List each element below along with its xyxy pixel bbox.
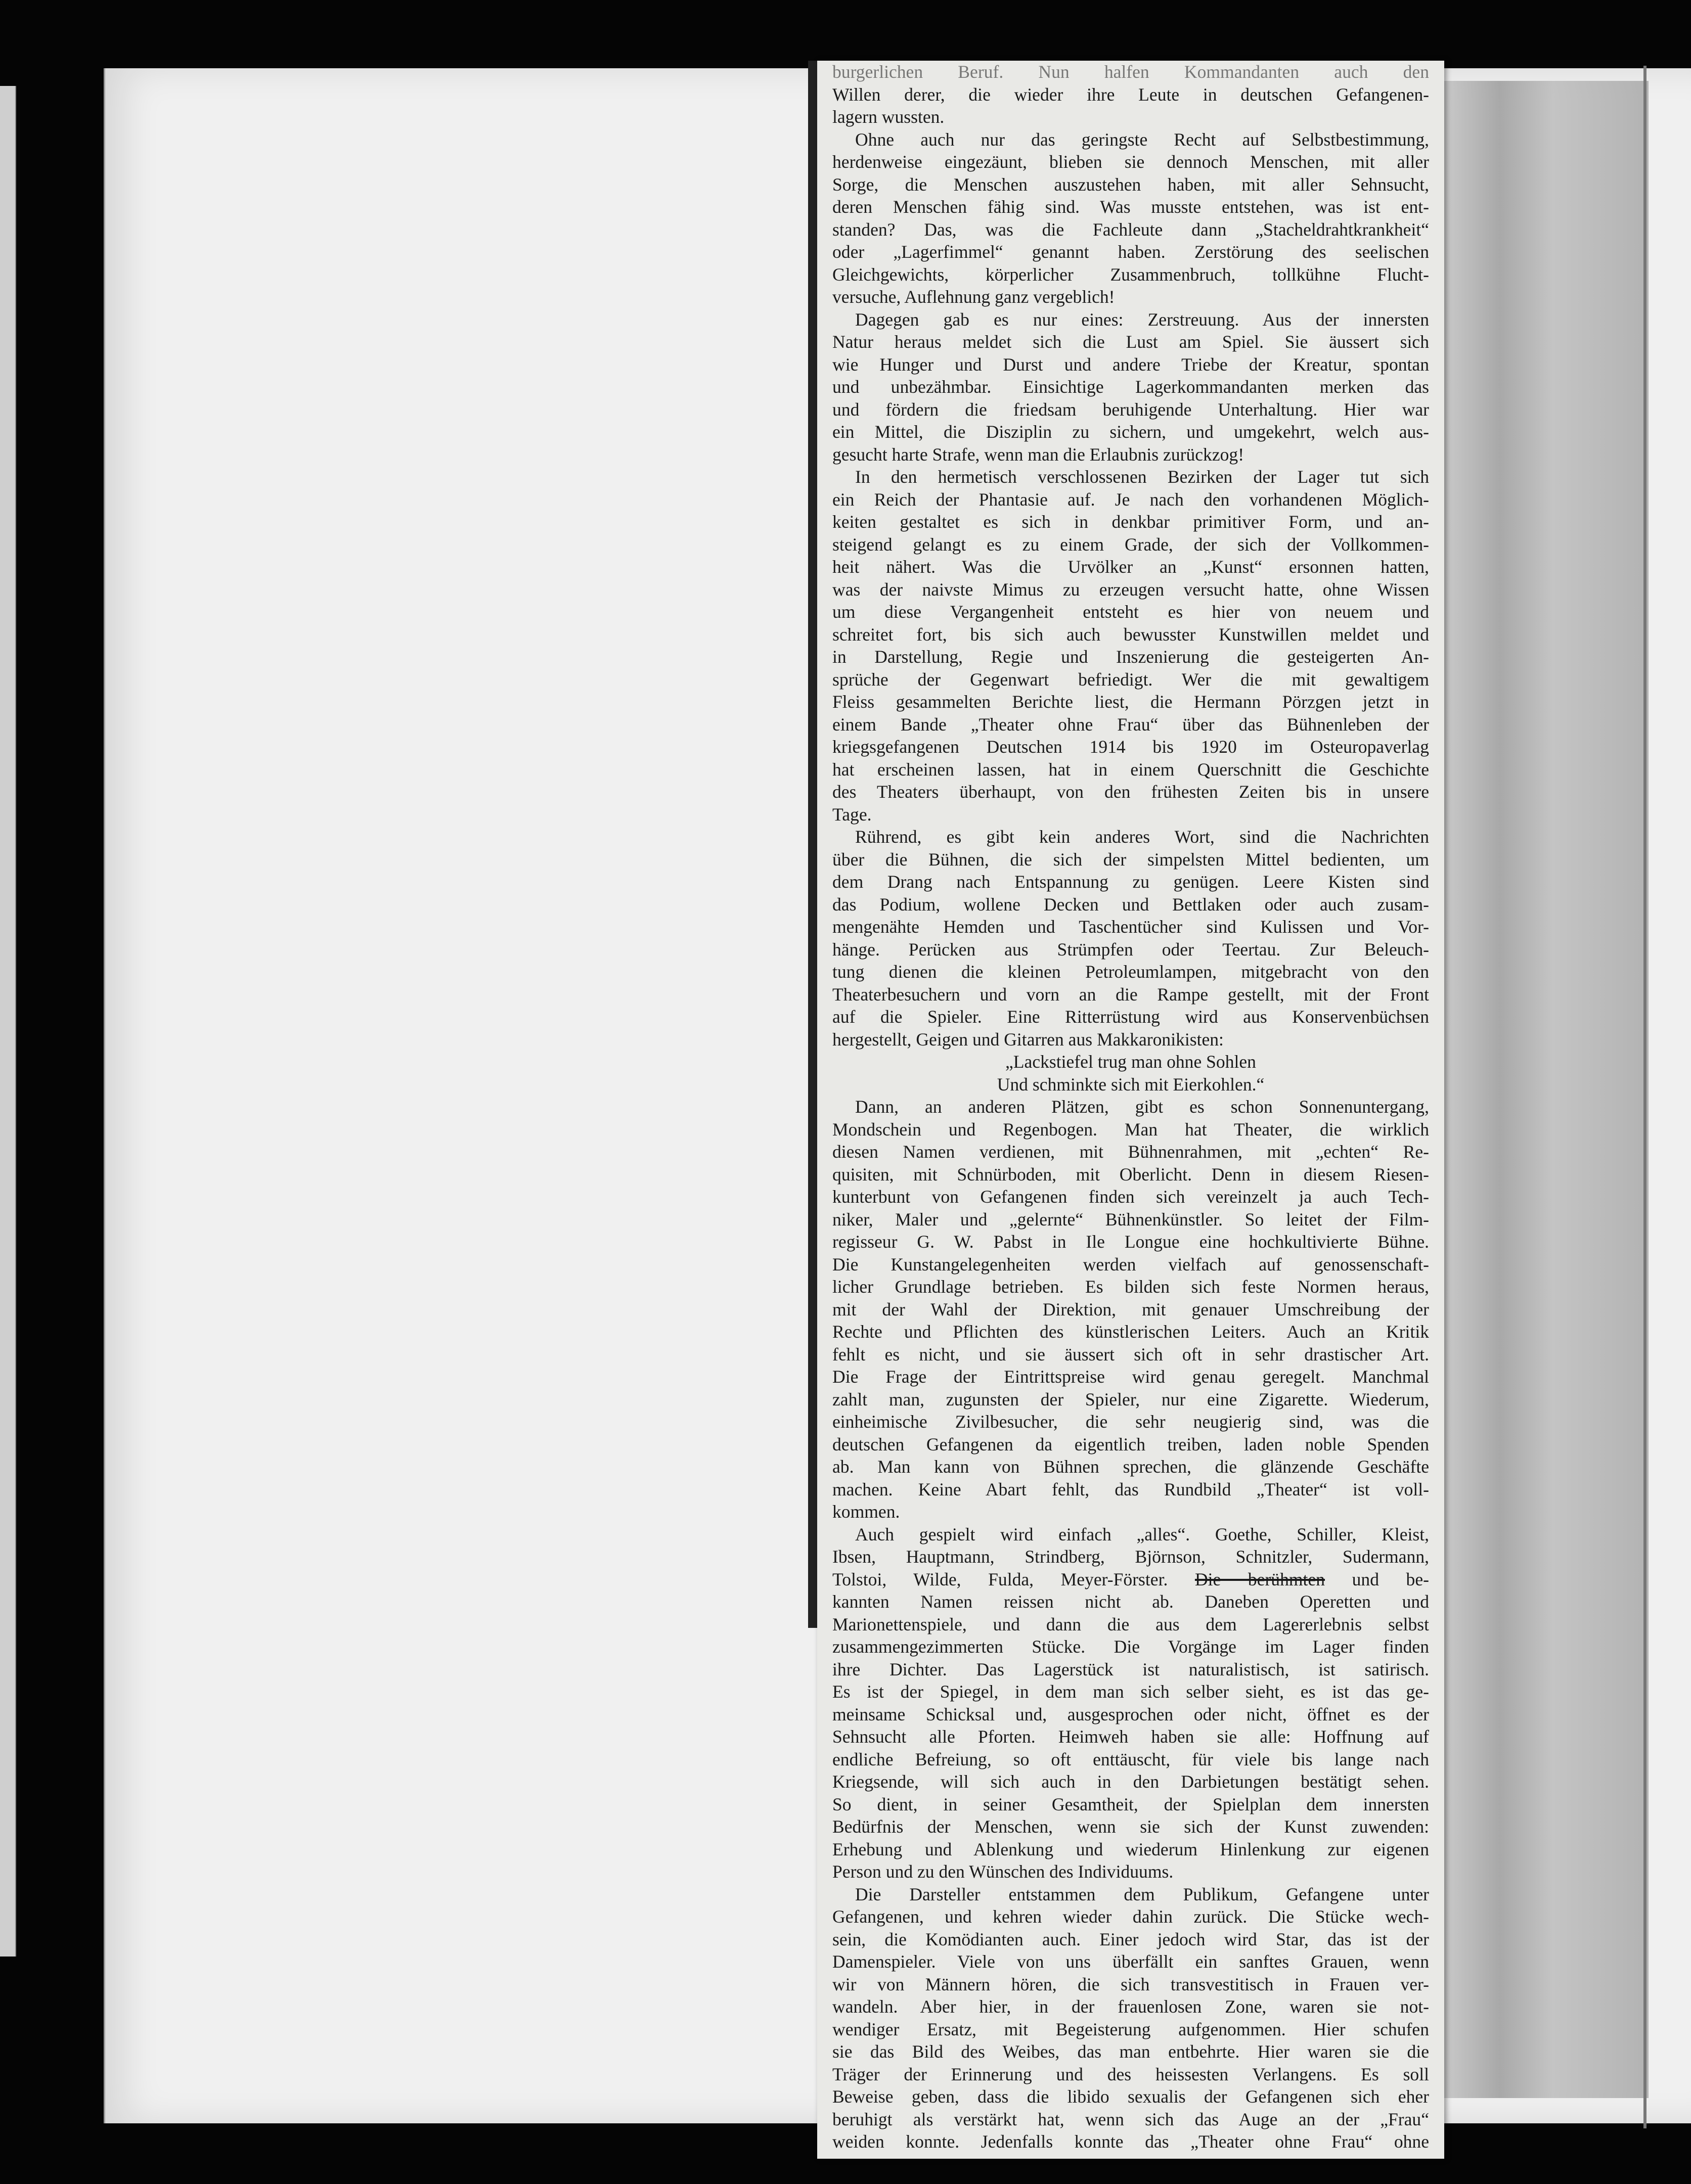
article-line: Fleiss gesammelten Berichte liest, die Hermann Pörzgen jetzt in [832,692,1429,712]
article-line: Ohne auch nur das geringste Recht auf Selbstbestimmung, [855,129,1429,150]
article-line: Theaterbesuchern und vorn an die Rampe gestellt, mit der Front [832,984,1429,1005]
clipping-shadow [808,61,817,1628]
article-line: des Theaters überhaupt, von den frühesten Zeiten bis in unsere [832,782,1429,802]
article-line: kommen. [832,1502,900,1522]
article-line: Person und zu den Wünschen des Individuums. [832,1861,1174,1882]
article-line: Die Kunstangelegenheiten werden vielfach auf genossenschaft- [832,1254,1429,1275]
article-line: ab. Man kann von Bühnen sprechen, die glänzende Geschäfte [832,1457,1429,1477]
article-line: deutschen Gefangenen da eigentlich treiben, laden noble Spenden [832,1434,1429,1454]
article-line: zahlt man, zugunsten der Spieler, nur eine Zigarette. Wiederum, [832,1389,1429,1409]
article-line: wendiger Ersatz, mit Begeisterung aufgenommen. Hier schufen [832,2019,1429,2039]
article-line: ihre Dichter. Das Lagerstück ist naturalistisch, ist satirisch. [832,1659,1429,1679]
article-line: Kriegsende, will sich auch in den Darbietungen bestätigt sehen. [832,1771,1429,1792]
article-line: wir von Männern hören, die sich transvestitisch in Frauen ver- [832,1974,1429,1994]
article-line: regisseur G. W. Pabst in Ile Longue eine hochkultivierte Bühne. [832,1232,1429,1252]
article-line: oder „Lagerfimmel“ genannt haben. Zerstörung des seelischen [832,242,1429,262]
article-line: wandeln. Aber hier, in der frauenlosen Zone, waren sie not- [832,1996,1429,2017]
article-line: sie das Bild des Weibes, das man entbehrte. Hier waren sie die [832,2041,1429,2062]
article-line: zusammengezimmerten Stücke. Die Vorgänge im Lager finden [832,1636,1429,1657]
struck-text: Die berühmten [1194,1569,1325,1589]
article-line: In den hermetisch verschlossenen Bezirken der Lager tut sich [855,467,1429,487]
article-line: herdenweise eingezäunt, blieben sie dennoch Menschen, mit aller [832,152,1429,172]
article-line: ein Mittel, die Disziplin zu sichern, und umgekehrt, welch aus- [832,422,1429,442]
article-line: keiten gestaltet es sich in denkbar primitiver Form, und an- [832,512,1429,532]
article-line: tung dienen die kleinen Petroleumlampen, mitgebracht von den [832,962,1429,982]
article-line: was der naivste Mimus zu erzeugen versucht hatte, ohne Wissen [832,579,1429,600]
article-line: einem Bande „Theater ohne Frau“ über das Bühnenleben der [832,714,1429,735]
article-line: meinsame Schicksal und, ausgesprochen oder nicht, öffnet es der [832,1704,1429,1724]
article-line: deren Menschen fähig sind. Was musste entstehen, was ist ent- [832,197,1429,217]
article-line: fehlt es nicht, und sie äussert sich oft in sehr drastischer Art. [832,1344,1429,1364]
article-line: hergestellt, Geigen und Gitarren aus Makkaronikisten: [832,1029,1224,1050]
article-line [832,1568,1429,1591]
article-line: niker, Maler und „gelernte“ Bühnenkünstler. So leitet der Film- [832,1209,1429,1230]
article-line: über die Bühnen, die sich der simpelsten Mittel bedienten, um [832,849,1429,870]
article-line: Es ist der Spiegel, in dem man sich selber sieht, es ist das ge- [832,1681,1429,1702]
adjacent-page-edge [0,86,16,1956]
article-line: Die Frage der Eintrittspreise wird genau geregelt. Manchmal [832,1367,1429,1387]
article-line: beruhigt als verstärkt hat, wenn sich das Auge an der „Frau“ [832,2109,1429,2129]
article-line: Willen derer, die wieder ihre Leute in deutschen Gefangenen- [832,84,1429,105]
article-line: standen? Das, was die Fachleute dann „Stacheldrahtkrankheit“ [832,219,1429,240]
article-line: Die Darsteller entstammen dem Publikum, Gefangene unter [855,1884,1429,1904]
article-line: weiden konnte. Jedenfalls konnte das „Theater ohne Frau“ ohne [832,2131,1429,2152]
article-line: hat erscheinen lassen, hat in einem Querschnitt die Geschichte [832,759,1429,780]
article-line: Bedürfnis der Menschen, wenn sie sich der Kunst zuwenden: [832,1816,1429,1837]
article-line: Natur heraus meldet sich die Lust am Spiel. Sie äussert sich [832,332,1429,352]
article-line: um diese Vergangenheit entsteht es hier von neuem und [832,602,1429,622]
article-line: Gleichgewichts, körperlicher Zusammenbruch, tollkühne Flucht- [832,264,1429,285]
article-line: diesen Namen verdienen, mit Bühnenrahmen, mit „echten“ Re- [832,1142,1429,1162]
article-line: heit nähert. Was die Urvölker an „Kunst“ ersonnen hatten, [832,557,1429,577]
article-line: Tage. [832,804,872,825]
article-line: das Podium, wollene Decken und Bettlaken oder auch zusam- [832,894,1429,915]
article-line: Träger der Erinnerung und des heissesten Verlangens. Es soll [832,2064,1429,2084]
article-line: kriegsgefangenen Deutschen 1914 bis 1920 im Osteuropaverlag [832,737,1429,757]
article-line: licher Grundlage betrieben. Es bilden sich feste Normen heraus, [832,1277,1429,1297]
article-line: mengenähte Hemden und Taschentücher sind Kulissen und Vor- [832,917,1429,937]
article-line-part: und be- [1352,1569,1429,1589]
article-line: gesucht harte Strafe, wenn man die Erlaubnis zurückzog! [832,444,1244,465]
verse-line: Und schminkte sich mit Eierkohlen.“ [997,1074,1265,1095]
article-line: auf die Spieler. Eine Ritterrüstung wird aus Konservenbüchsen [832,1007,1429,1027]
article-line: versuche, Auflehnung ganz vergeblich! [832,287,1115,307]
article-line: endliche Befreiung, so oft enttäuscht, für viele bis lange nach [832,1749,1429,1769]
article-line: Marionettenspiele, und dann die aus dem Lagererlebnis selbst [832,1614,1429,1634]
article-line: steigend gelangt es zu einem Grade, der sich der Vollkommen- [832,534,1429,555]
article-line: kunterbunt von Gefangenen finden sich vereinzelt ja auch Tech- [832,1187,1429,1207]
verse-line: „Lackstiefel trug man ohne Sohlen [1005,1052,1256,1072]
article-line: und fördern die friedsam beruhigende Unterhaltung. Hier war [832,399,1429,420]
article-line: burgerlichen Beruf. Nun halfen Kommandanten auch den [832,62,1429,82]
article-line: Dagegen gab es nur eines: Zerstreuung. Aus der innersten [855,309,1429,330]
article-line: dem Drang nach Entspannung zu genügen. Leere Kisten sind [832,872,1429,892]
article-line: Sehnsucht alle Pforten. Heimweh haben sie alle: Hoffnung auf [832,1726,1429,1747]
article-line: kannten Namen reissen nicht ab. Daneben Operetten und [832,1591,1429,1612]
article-line: Dann, an anderen Plätzen, gibt es schon Sonnenuntergang, [855,1097,1429,1117]
article-line: Sorge, die Menschen auszustehen haben, mit aller Sehnsucht, [832,174,1429,195]
article-line: machen. Keine Abart fehlt, das Rundbild „Theater“ ist voll- [832,1479,1429,1499]
article-line: So dient, in seiner Gesamtheit, der Spielplan dem innersten [832,1794,1429,1814]
article-line: Beweise geben, dass die libido sexualis der Gefangenen sich eher [832,2086,1429,2107]
article-line: Mondschein und Regenbogen. Man hat Theater, die wirklich [832,1119,1429,1140]
article-line: sprüche der Gegenwart befriedigt. Wer die mit gewaltigem [832,669,1429,690]
article-line: wie Hunger und Durst und andere Triebe der Kreatur, spontan [832,354,1429,375]
article-line: Rechte und Pflichten des künstlerischen Leiters. Auch an Kritik [832,1322,1429,1342]
newspaper-clipping [817,61,1444,2159]
article-line: Ibsen, Hauptmann, Strindberg, Björnson, Schnitzler, Sudermann, [832,1546,1429,1567]
article-line: hänge. Perücken aus Strümpfen oder Teertau. Zur Beleuch- [832,939,1429,960]
article-line: ein Reich der Phantasie auf. Je nach den vorhandenen Möglich- [832,489,1429,510]
article-line: in Darstellung, Regie und Inszenierung die gesteigerten An- [832,647,1429,667]
article-line: einheimische Zivilbesucher, die sehr neugierig sind, was die [832,1412,1429,1432]
article-line: Erhebung und Ablenkung und wiederum Hinlenkung zur eigenen [832,1839,1429,1859]
article-line: mit der Wahl der Direktion, mit genauer Umschreibung der [832,1299,1429,1320]
article-body [832,61,1429,2153]
article-line: lagern wussten. [832,107,945,127]
article-line-part: Tolstoi, Wilde, Fulda, Meyer-Förster. [832,1569,1168,1589]
backing-page-shading [1436,81,1649,2098]
article-line: Rührend, es gibt kein anderes Wort, sind die Nachrichten [855,827,1429,847]
article-line: Damenspieler. Viele von uns überfällt ein sanftes Grauen, wenn [832,1951,1429,1972]
article-line: und unbezähmbar. Einsichtige Lagerkommandanten merken das [832,377,1429,397]
article-line: schreitet fort, bis sich auch bewusster Kunstwillen meldet und [832,624,1429,645]
article-line: quisiten, mit Schnürboden, mit Oberlicht. Denn in diesem Riesen- [832,1164,1429,1185]
page-fold-line [1643,66,1647,2128]
article-line: Gefangenen, und kehren wieder dahin zurück. Die Stücke wech- [832,1906,1429,1927]
article-line: sein, die Komödianten auch. Einer jedoch wird Star, das ist der [832,1929,1429,1949]
article-line: Auch gespielt wird einfach „alles“. Goethe, Schiller, Kleist, [855,1524,1429,1544]
